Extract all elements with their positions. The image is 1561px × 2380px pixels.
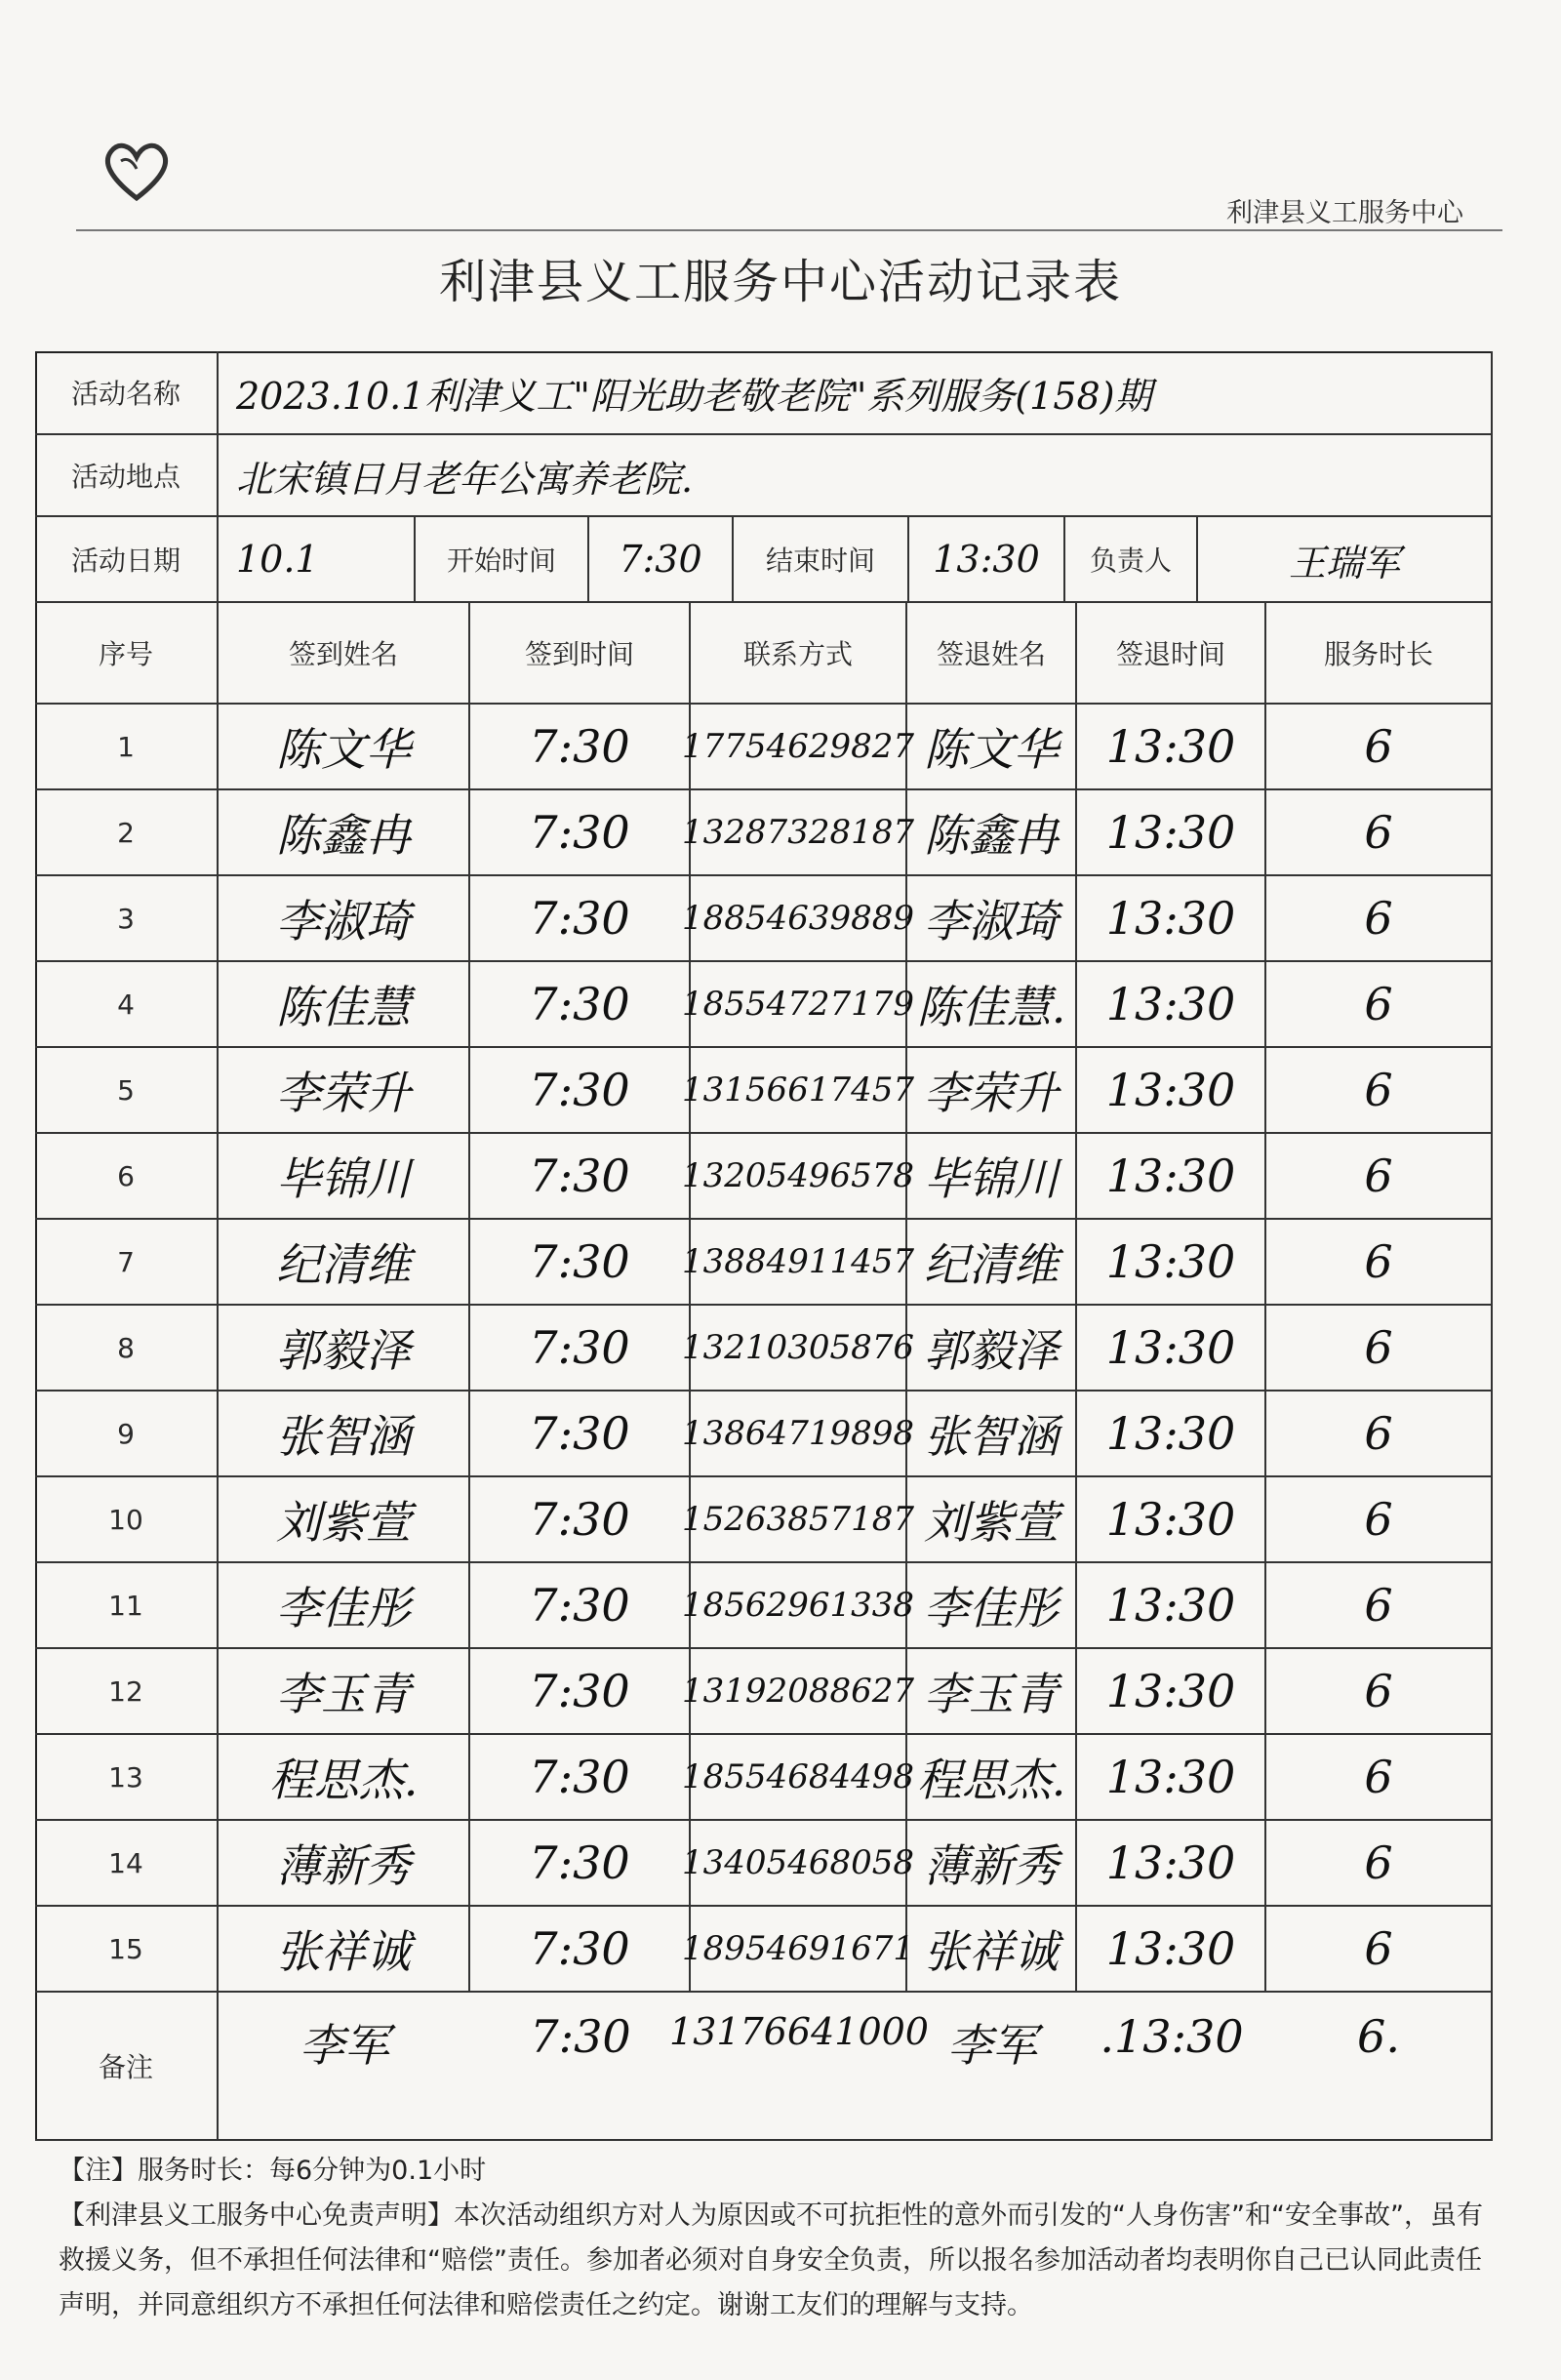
leader-label: 负责人 [1065, 517, 1198, 603]
row-7-signout-name: 纪清维 [907, 1220, 1077, 1306]
row-9-signin-time: 7:30 [470, 1392, 691, 1477]
row-6-phone: 13205496578 [691, 1134, 907, 1220]
date-label: 活动日期 [35, 517, 219, 603]
row-15-service-hours: 6 [1266, 1907, 1493, 1993]
row-3-signin-name: 李淑琦 [219, 876, 470, 962]
row-9-signout-time: 13:30 [1077, 1392, 1266, 1477]
leader-value: 王瑞军 [1198, 517, 1493, 603]
row-1-service-hours: 6 [1266, 705, 1493, 790]
row-15-phone: 18954691671 [691, 1907, 907, 1993]
row-2-signout-name: 陈鑫冉 [907, 790, 1077, 876]
row-5-signin-name: 李荣升 [219, 1048, 470, 1134]
column-header-service-hours: 服务时长 [1266, 603, 1493, 705]
disclaimer-text: 【利津县义工服务中心免责声明】本次活动组织方对人为原因或不可抗拒性的意外而引发的“人身伤害”和“安全事故”，虽有救援义务，但不承担任何法律和“赔偿”责任。参加者必须对自身安全负责，所以报名参加活动者均表明你自己已认同此责任声明，并同意组织方不承担任何法律和赔偿责任之约定。谢谢工友们的理解与支持。 [59, 2200, 1483, 2320]
row-4-phone: 18554727179 [691, 962, 907, 1048]
row-9-signin-name: 张智涵 [219, 1392, 470, 1477]
row-1-signin-name: 陈文华 [219, 705, 470, 790]
notes-block [59, 2149, 1502, 2328]
start-time-value: 7:30 [589, 517, 734, 603]
row-7-phone: 13884911457 [691, 1220, 907, 1306]
row-5-signout-time: 13:30 [1077, 1048, 1266, 1134]
remarks-name: 李军 [219, 1993, 470, 2141]
row-10-signin-name: 刘紫萱 [219, 1477, 470, 1563]
row-6-signout-time: 13:30 [1077, 1134, 1266, 1220]
remarks-out-name: 李军 [907, 1993, 1077, 2141]
row-7-signin-name: 纪清维 [219, 1220, 470, 1306]
activity-name-label: 活动名称 [35, 351, 219, 435]
row-10-service-hours: 6 [1266, 1477, 1493, 1563]
row-12-service-hours: 6 [1266, 1649, 1493, 1735]
end-time-value: 13:30 [909, 517, 1065, 603]
column-header-signin-time: 签到时间 [470, 603, 691, 705]
row-14-service-hours: 6 [1266, 1821, 1493, 1907]
row-13-signin-time: 7:30 [470, 1735, 691, 1821]
row-15-seq: 15 [35, 1907, 219, 1993]
row-15-signout-time: 13:30 [1077, 1907, 1266, 1993]
service-hours-note: 【注】服务时长：每6分钟为0.1小时 [59, 2156, 487, 2186]
column-header-signout-name: 签退姓名 [907, 603, 1077, 705]
row-3-phone: 18854639889 [691, 876, 907, 962]
row-15-signout-name: 张祥诚 [907, 1907, 1077, 1993]
row-14-seq: 14 [35, 1821, 219, 1907]
row-4-service-hours: 6 [1266, 962, 1493, 1048]
heart-logo-icon [98, 132, 176, 210]
row-6-signout-name: 毕锦川 [907, 1134, 1077, 1220]
row-1-seq: 1 [35, 705, 219, 790]
row-12-seq: 12 [35, 1649, 219, 1735]
row-10-phone: 15263857187 [691, 1477, 907, 1563]
row-8-service-hours: 6 [1266, 1306, 1493, 1392]
row-14-phone: 13405468058 [691, 1821, 907, 1907]
row-11-signin-name: 李佳彤 [219, 1563, 470, 1649]
row-6-seq: 6 [35, 1134, 219, 1220]
row-7-signin-time: 7:30 [470, 1220, 691, 1306]
row-7-service-hours: 6 [1266, 1220, 1493, 1306]
remarks-hours: 6. [1266, 1993, 1493, 2141]
row-2-signout-time: 13:30 [1077, 790, 1266, 876]
row-2-phone: 13287328187 [691, 790, 907, 876]
row-3-service-hours: 6 [1266, 876, 1493, 962]
location-value: 北宋镇日月老年公寓养老院. [219, 435, 1493, 517]
row-4-seq: 4 [35, 962, 219, 1048]
row-7-signout-time: 13:30 [1077, 1220, 1266, 1306]
end-time-label: 结束时间 [734, 517, 909, 603]
row-9-phone: 13864719898 [691, 1392, 907, 1477]
row-14-signout-time: 13:30 [1077, 1821, 1266, 1907]
row-1-signout-time: 13:30 [1077, 705, 1266, 790]
row-3-signout-name: 李淑琦 [907, 876, 1077, 962]
row-10-seq: 10 [35, 1477, 219, 1563]
row-4-signin-time: 7:30 [470, 962, 691, 1048]
row-1-phone: 17754629827 [691, 705, 907, 790]
row-14-signout-name: 薄新秀 [907, 1821, 1077, 1907]
row-2-seq: 2 [35, 790, 219, 876]
row-11-phone: 18562961338 [691, 1563, 907, 1649]
row-12-signin-time: 7:30 [470, 1649, 691, 1735]
row-2-signin-time: 7:30 [470, 790, 691, 876]
row-3-signout-time: 13:30 [1077, 876, 1266, 962]
row-4-signout-name: 陈佳慧. [907, 962, 1077, 1048]
column-header-seq: 序号 [35, 603, 219, 705]
row-9-service-hours: 6 [1266, 1392, 1493, 1477]
remarks-label: 备注 [35, 1993, 219, 2141]
row-1-signout-name: 陈文华 [907, 705, 1077, 790]
row-2-signin-name: 陈鑫冉 [219, 790, 470, 876]
row-9-seq: 9 [35, 1392, 219, 1477]
header-divider [76, 229, 1502, 231]
row-8-signin-name: 郭毅泽 [219, 1306, 470, 1392]
row-12-signout-time: 13:30 [1077, 1649, 1266, 1735]
row-6-service-hours: 6 [1266, 1134, 1493, 1220]
row-4-signin-name: 陈佳慧 [219, 962, 470, 1048]
row-13-signout-time: 13:30 [1077, 1735, 1266, 1821]
activity-record-form [35, 351, 1493, 2141]
row-7-seq: 7 [35, 1220, 219, 1306]
row-8-phone: 13210305876 [691, 1306, 907, 1392]
activity-name-value: 2023.10.1利津义工"阳光助老敬老院"系列服务(158)期 [219, 351, 1493, 435]
start-time-label: 开始时间 [416, 517, 589, 603]
remarks-in-time: 7:30 [470, 1993, 691, 2141]
remarks-phone: 13176641000 [691, 1993, 907, 2141]
row-5-signout-name: 李荣升 [907, 1048, 1077, 1134]
row-15-signin-time: 7:30 [470, 1907, 691, 1993]
column-header-signin-name: 签到姓名 [219, 603, 470, 705]
row-5-seq: 5 [35, 1048, 219, 1134]
row-13-seq: 13 [35, 1735, 219, 1821]
row-13-signout-name: 程思杰. [907, 1735, 1077, 1821]
row-4-signout-time: 13:30 [1077, 962, 1266, 1048]
row-5-phone: 13156617457 [691, 1048, 907, 1134]
row-11-signout-time: 13:30 [1077, 1563, 1266, 1649]
row-14-signin-name: 薄新秀 [219, 1821, 470, 1907]
row-10-signout-name: 刘紫萱 [907, 1477, 1077, 1563]
row-1-signin-time: 7:30 [470, 705, 691, 790]
row-8-signin-time: 7:30 [470, 1306, 691, 1392]
row-8-signout-time: 13:30 [1077, 1306, 1266, 1392]
row-11-signout-name: 李佳彤 [907, 1563, 1077, 1649]
row-3-signin-time: 7:30 [470, 876, 691, 962]
row-5-signin-time: 7:30 [470, 1048, 691, 1134]
row-15-signin-name: 张祥诚 [219, 1907, 470, 1993]
row-10-signin-time: 7:30 [470, 1477, 691, 1563]
row-12-signin-name: 李玉青 [219, 1649, 470, 1735]
column-header-signout-time: 签退时间 [1077, 603, 1266, 705]
row-12-phone: 13192088627 [691, 1649, 907, 1735]
location-label: 活动地点 [35, 435, 219, 517]
row-8-signout-name: 郭毅泽 [907, 1306, 1077, 1392]
row-3-seq: 3 [35, 876, 219, 962]
column-header-phone: 联系方式 [691, 603, 907, 705]
row-10-signout-time: 13:30 [1077, 1477, 1266, 1563]
row-11-signin-time: 7:30 [470, 1563, 691, 1649]
row-8-seq: 8 [35, 1306, 219, 1392]
row-13-signin-name: 程思杰. [219, 1735, 470, 1821]
row-11-seq: 11 [35, 1563, 219, 1649]
date-value: 10.1 [219, 517, 416, 603]
row-9-signout-name: 张智涵 [907, 1392, 1077, 1477]
document-title: 利津县义工服务中心活动记录表 [438, 255, 1122, 309]
row-5-service-hours: 6 [1266, 1048, 1493, 1134]
row-6-signin-time: 7:30 [470, 1134, 691, 1220]
remarks-out-time: .13:30 [1077, 1993, 1266, 2141]
header-org-name: 利津县义工服务中心 [1226, 198, 1463, 228]
row-12-signout-name: 李玉青 [907, 1649, 1077, 1735]
row-2-service-hours: 6 [1266, 790, 1493, 876]
row-13-service-hours: 6 [1266, 1735, 1493, 1821]
row-6-signin-name: 毕锦川 [219, 1134, 470, 1220]
row-11-service-hours: 6 [1266, 1563, 1493, 1649]
row-13-phone: 18554684498 [691, 1735, 907, 1821]
row-14-signin-time: 7:30 [470, 1821, 691, 1907]
